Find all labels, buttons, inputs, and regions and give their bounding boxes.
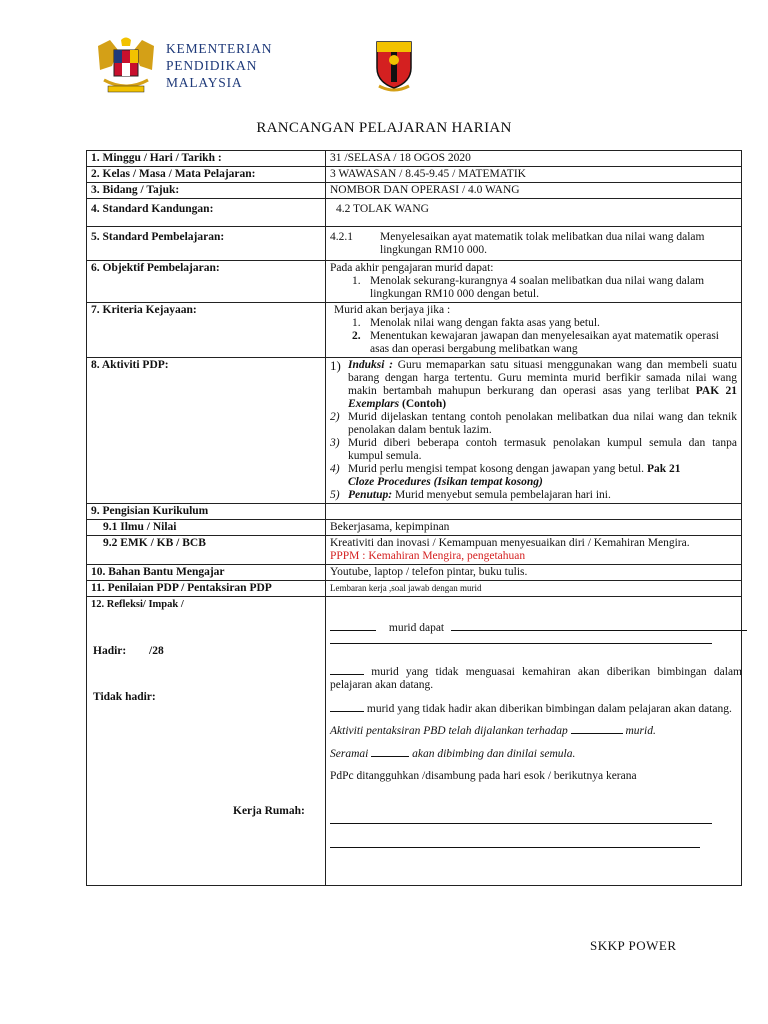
table-row (87, 151, 742, 167)
list-item: 2) Murid dijelaskan tentang contoh penolakan melibatkan dua nilai wang dan teknik penolakan dalam bentuk lazim. (330, 411, 737, 436)
kriteria-list (330, 317, 737, 356)
table-row (87, 358, 742, 504)
row-value: 31 /SELASA / 18 OGOS 2020 (326, 151, 742, 167)
footer-text: SKKP POWER (590, 938, 677, 953)
row-label: 7. Kriteria Kejayaan: (87, 303, 326, 358)
row-value: Youtube, laptop / telefon pintar, buku tulis. (326, 565, 742, 581)
list-item: 4) Murid perlu mengisi tempat kosong dengan jawapan yang betul. Pak 21 Cloze Procedures (Isikan tempat kosong) (330, 463, 681, 488)
hadir-value: /28 (149, 645, 164, 657)
ministry-name (166, 40, 272, 91)
table-row (87, 199, 742, 227)
table-row (87, 520, 742, 536)
table-row (87, 597, 742, 886)
refleksi-label: 12. Refleksi/ Impak / (91, 599, 184, 610)
aktiviti-list (330, 359, 737, 502)
table-row (87, 581, 742, 597)
row-value: NOMBOR DAN OPERASI / 4.0 WANG (326, 183, 742, 199)
standard-kandungan-value: 4.2 TOLAK WANG (336, 203, 429, 215)
school-crest-icon (373, 36, 415, 94)
blank-field[interactable] (330, 664, 364, 675)
row-value (326, 504, 742, 520)
sp-code: 4.2.1 (330, 231, 353, 243)
lesson-plan-table (86, 150, 742, 886)
ref-tangguh: PdPc ditangguhkan /disambung pada hari esok / berikutnya kerana (330, 770, 637, 782)
emk-value: Kreativiti dan inovasi / Kemampuan menyesuaikan diri / Kemahiran Mengira. (330, 537, 690, 549)
ref-seramai: Seramai akan dibimbing dan dinilai semula. (330, 748, 576, 760)
ref-tidak-kuasai: murid yang tidak menguasai kemahiran akan diberikan bimbingan dalam pelajaran akan datang. (330, 666, 742, 691)
row-label: 5. Standard Pembelajaran: (87, 227, 326, 261)
list-item: 1) Induksi : Guru memaparkan satu situasi menggunakan wang dan membeli suatu barang dengan harga tertentu. Guru meminta murid berfikir samada nilai wang makin bertambah mahupun berkurang dan operasi asas yang terlibat PAK 21 Exemplars (Contoh) (330, 358, 738, 410)
page-title: RANCANGAN PELAJARAN HARIAN (256, 120, 512, 136)
ministry-line-3: MALAYSIA (166, 75, 243, 90)
ref-pbd: Aktiviti pentaksiran PBD telah dijalankan terhadap murid. (330, 725, 656, 737)
row-label: 6. Objektif Pembelajaran: (87, 261, 326, 303)
blank-field[interactable] (571, 723, 623, 734)
blank-line[interactable] (330, 823, 712, 824)
ref-dapat-line: murid dapat (330, 620, 750, 635)
table-row (87, 167, 742, 183)
row-value: Bekerjasama, kepimpinan (326, 520, 742, 536)
malaysia-coat-of-arms-icon (90, 36, 162, 98)
objektif-list (330, 275, 737, 301)
ministry-line-1: KEMENTERIAN (166, 41, 273, 56)
ministry-line-2: PENDIDIKAN (166, 58, 258, 73)
row-value: 3 WAWASAN / 8.45-9.45 / MATEMATIK (326, 167, 742, 183)
pppm-value: PPPM : Kemahiran Mengira, pengetahuan (330, 550, 526, 562)
list-item: 1. Menolak sekurang-kurangnya 4 soalan melibatkan dua nilai wang dalam lingkungan RM10 000 dengan betul. (352, 275, 705, 300)
list-item: 5) Penutup: Murid menyebut semula pembelajaran hari ini. (330, 489, 611, 501)
row-label: 4. Standard Kandungan: (87, 199, 326, 227)
table-row (87, 183, 742, 199)
table-row (87, 227, 742, 261)
tidak-hadir-label: Tidak hadir: (93, 691, 156, 703)
table-row (87, 565, 742, 581)
list-item: 3) Murid diberi beberapa contoh termasuk penolakan kumpul semula dan tanpa kumpul semula. (330, 437, 737, 462)
blank-field[interactable] (330, 620, 376, 631)
row-label: 3. Bidang / Tajuk: (87, 183, 326, 199)
kriteria-intro: Murid akan berjaya jika : (334, 304, 451, 316)
row-label: 9.2 EMK / KB / BCB (87, 536, 326, 565)
row-value (326, 261, 742, 303)
row-value (326, 358, 742, 504)
row-value: Lembaran kerja ,soal jawab dengan murid (326, 581, 742, 597)
list-item: 2. Menentukan kewajaran jawapan dan menyelesaikan ayat matematik operasi asas dan operasi bergabung melibatkan wang (352, 330, 720, 355)
row-label: 8. Aktiviti PDP: (87, 358, 326, 504)
table-row (87, 261, 742, 303)
header (90, 36, 710, 98)
row-value (326, 536, 742, 565)
row-label: 2. Kelas / Masa / Mata Pelajaran: (87, 167, 326, 183)
row-label: 11. Penilaian PDP / Pentaksiran PDP (87, 581, 326, 597)
row-value (326, 199, 742, 227)
ref-tidak-hadir: murid yang tidak hadir akan diberikan bimbingan dalam pelajaran akan datang. (330, 701, 750, 716)
blank-field[interactable] (330, 701, 364, 712)
table-row (87, 504, 742, 520)
row-label: 10. Bahan Bantu Mengajar (87, 565, 326, 581)
row-label: 9.1 Ilmu / Nilai (87, 520, 326, 536)
kerja-rumah-label: Kerja Rumah: (233, 805, 305, 817)
blank-field[interactable] (451, 620, 747, 631)
refleksi-content (326, 597, 742, 886)
row-label: 9. Pengisian Kurikulum (87, 504, 326, 520)
table-row (87, 536, 742, 565)
row-value (326, 227, 742, 261)
sp-text: Menyelesaikan ayat matematik tolak melibatkan dua nilai wang dalam lingkungan RM10 000. (380, 231, 705, 256)
blank-line[interactable] (330, 847, 700, 848)
hadir-label: Hadir: (93, 645, 127, 657)
blank-field[interactable] (371, 746, 409, 757)
blank-line[interactable] (330, 643, 712, 644)
table-row (87, 303, 742, 358)
row-value (326, 303, 742, 358)
objektif-intro: Pada akhir pengajaran murid dapat: (330, 262, 494, 274)
refleksi-label-cell (87, 597, 326, 886)
list-item: 1. Menolak nilai wang dengan fakta asas yang betul. (352, 317, 600, 329)
row-label: 1. Minggu / Hari / Tarikh : (87, 151, 326, 167)
